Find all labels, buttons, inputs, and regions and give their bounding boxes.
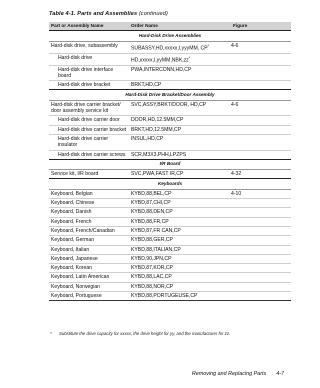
part-name-cell: Keyboard, Danish <box>49 208 129 217</box>
order-name-text: DOOR,HD,12.5MM,CP <box>131 117 184 124</box>
table-row <box>49 100 291 116</box>
figure-cell <box>231 134 291 150</box>
section-title: Hard-Disk Drive Assemblies <box>49 31 291 41</box>
section-header-row <box>49 159 291 169</box>
figure-cell: 4-6 <box>231 101 239 108</box>
table-row <box>49 189 291 198</box>
figure-cell <box>231 199 291 208</box>
order-name-text: SUBASSY,HD,xxxxx,I,yyyMM, CP <box>131 45 208 52</box>
footer-section-title: Removing and Replacing Parts <box>191 371 267 377</box>
order-name-text: HD,xxxxx,I,yyMM,NBK,zz <box>131 57 189 64</box>
part-name-cell: Service kit, I/R board <box>51 171 99 178</box>
order-name-cell <box>129 208 231 217</box>
order-name-cell <box>129 282 231 291</box>
figure-cell <box>231 65 291 81</box>
order-name-cell <box>129 116 231 125</box>
table-row <box>49 116 291 125</box>
order-name-text: KYBD,88,ITALIAN,CP <box>131 246 181 253</box>
figure-cell <box>231 254 291 263</box>
part-name-cell: Keyboard, German <box>49 236 129 245</box>
table-row <box>49 282 291 291</box>
table-row <box>49 41 291 53</box>
table-row <box>49 150 291 159</box>
order-name-cell <box>129 41 231 53</box>
table-row <box>49 226 291 235</box>
footnote-mark: * <box>50 331 52 336</box>
part-name-cell: Keyboard, Chinese <box>49 199 129 208</box>
table-row <box>49 217 291 226</box>
order-name-text: BRKT,HD,12.5MM,CP <box>131 126 182 133</box>
figure-cell: 4-32 <box>231 171 242 178</box>
footnote <box>49 331 289 336</box>
figure-cell: 4-6 <box>231 42 239 49</box>
order-name-cell <box>129 226 231 235</box>
part-name-cell: Keyboard, Korean <box>49 264 129 273</box>
table-row <box>49 273 291 282</box>
order-name-cell <box>129 236 231 245</box>
order-name-cell <box>129 291 231 300</box>
figure-cell <box>231 291 291 300</box>
order-name-cell <box>129 217 231 226</box>
part-name-cell: Hard-disk drive carrier screws <box>49 150 129 159</box>
figure-cell <box>231 236 291 245</box>
order-name-text: KYBD,87,FR CAN,CP <box>131 227 181 234</box>
column-header-figure: Figure <box>231 22 291 31</box>
order-name-cell <box>129 81 231 90</box>
table-row <box>49 125 291 134</box>
part-name-cell: Keyboard, Portuguese <box>49 291 129 300</box>
order-name-text: KYBD,88,FR,CP <box>131 218 169 225</box>
table-row <box>49 236 291 245</box>
footnote-reference-mark: * <box>188 55 191 60</box>
section-title: Keyboards <box>49 179 291 189</box>
column-header-order-name: Order Name <box>129 22 231 31</box>
part-name-cell: Hard-disk drive carrier bracket <box>49 125 129 134</box>
figure-cell <box>231 273 291 282</box>
part-name-cell: Keyboard, Japanese <box>49 254 129 263</box>
part-name-cell: Keyboard, French <box>49 217 129 226</box>
figure-cell <box>231 53 291 65</box>
section-header-row <box>49 179 291 189</box>
order-name-text: KYBD,88,LAC,CP <box>131 274 172 281</box>
table-row <box>49 199 291 208</box>
part-name-cell: Keyboard, Italian <box>49 245 129 254</box>
figure-cell <box>231 217 291 226</box>
order-name-text: KYBD,87,CHI,CP <box>131 200 171 207</box>
figure-cell <box>231 226 291 235</box>
table-row <box>49 245 291 254</box>
figure-cell <box>231 208 291 217</box>
figure-cell <box>231 125 291 134</box>
order-name-text: BRKT,HD,CP <box>131 82 162 89</box>
table-row <box>49 254 291 263</box>
order-name-cell <box>129 134 231 150</box>
figure-cell: 4-10 <box>231 190 242 197</box>
table-header-row <box>49 22 291 31</box>
footnote-reference-mark: * <box>207 43 210 48</box>
page-footer <box>192 371 284 377</box>
part-name-cell: Keyboard, Norwegian <box>49 282 129 291</box>
order-name-cell <box>129 150 231 159</box>
table-row <box>49 208 291 217</box>
footer-page-number: 4-7 <box>276 371 284 377</box>
order-name-cell <box>129 170 231 179</box>
part-name-cell: Hard-disk drive interface board <box>49 65 129 81</box>
table-caption <box>49 11 168 17</box>
figure-cell <box>231 282 291 291</box>
section-title: Hard-Disk Drive Bracket/Door Assembly <box>49 90 291 100</box>
part-name-cell: Hard-disk drive <box>49 53 129 65</box>
order-name-cell <box>129 245 231 254</box>
order-name-text: SVC,PWA,FAST IR,CP <box>131 171 184 178</box>
parts-table <box>49 22 291 301</box>
section-title: I/R Board <box>49 159 291 169</box>
section-header-row <box>49 31 291 41</box>
order-name-text: KYBD,87,KOR,CP <box>131 265 173 272</box>
figure-cell <box>231 116 291 125</box>
order-name-text: INSUL,HD,CP <box>131 135 164 142</box>
figure-cell <box>231 81 291 90</box>
order-name-text: KYBD,88,BEL,CP <box>131 190 172 197</box>
order-name-cell <box>129 264 231 273</box>
part-name-cell: Keyboard, French/Canadian <box>49 226 129 235</box>
part-name-cell: Keyboard, Belgian <box>51 190 93 197</box>
figure-cell <box>231 264 291 273</box>
figure-cell <box>231 150 291 159</box>
order-name-cell <box>129 189 231 198</box>
section-header-row <box>49 90 291 100</box>
table-row <box>49 291 291 300</box>
order-name-cell <box>129 254 231 263</box>
table-row <box>49 134 291 150</box>
table-caption-title: Table 4-1. Parts and Assemblies <box>49 11 138 17</box>
order-name-cell <box>129 125 231 134</box>
order-name-text: SCR,M3X3,PHH,LPZPS <box>131 151 187 158</box>
part-name-cell: Keyboard, Latin American <box>49 273 129 282</box>
order-name-text: KYBD,88,PORTUGEUSE,CP <box>131 292 198 299</box>
table-row <box>49 264 291 273</box>
order-name-cell <box>129 199 231 208</box>
table-row <box>49 170 291 179</box>
part-name-cell: Hard-disk drive bracket <box>49 81 129 90</box>
column-header-part-name: Part or Assembly Name <box>49 22 129 31</box>
footnote-text: Substitute the drive capacity for xxxxx, the drive height for yy, and the manufacturer for zz. <box>59 331 231 336</box>
table-body <box>49 31 291 301</box>
figure-cell <box>231 245 291 254</box>
table-row <box>49 65 291 81</box>
order-name-text: PWA,INTERCONN,HD,CP <box>131 66 192 73</box>
order-name-text: KYBD,90,JPN,CP <box>131 255 172 262</box>
order-name-text: KYBD,88,GER,CP <box>131 237 173 244</box>
order-name-text: SVC,ASSY,BRKT/DOOR, HD,CP <box>131 101 207 108</box>
order-name-cell <box>129 65 231 81</box>
table-row <box>49 81 291 90</box>
order-name-cell <box>129 273 231 282</box>
order-name-text: KYBD,88,NOR,CP <box>131 283 174 290</box>
order-name-text: KYBD,88,DEN,CP <box>131 209 173 216</box>
order-name-cell <box>129 53 231 65</box>
part-name-cell: Hard-disk drive carrier insulator <box>49 134 129 150</box>
part-name-cell: Hard-disk drive carrier bracket/ door assembly service kit <box>51 101 121 115</box>
order-name-cell <box>129 100 231 116</box>
table-row <box>49 53 291 65</box>
part-name-cell: Hard-disk drive, subassembly <box>51 42 118 49</box>
table-caption-suffix: (continued) <box>137 11 168 17</box>
part-name-cell: Hard-disk drive carrier door <box>49 116 129 125</box>
